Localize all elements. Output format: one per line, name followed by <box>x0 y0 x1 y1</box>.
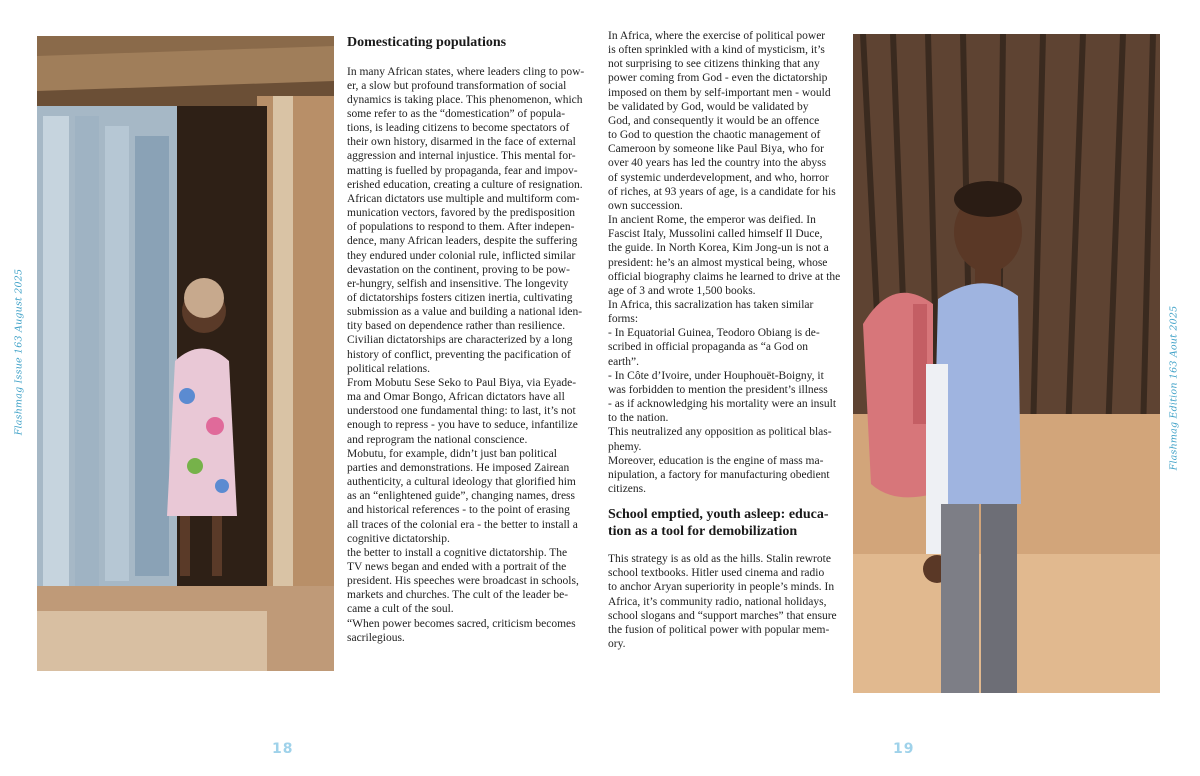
paragraph: Mobutu, for example, didn’t just ban political parties and demonstrations. He imposed Zairean authenticity, a cultural ideology that glorified him as an “enlightened guide”, changing names, dress and historical references - to the point of erasing all traces of the colonial era - the better to install a cognitive dictatorship. <box>347 447 578 545</box>
section-heading-domesticating: Domesticating populations <box>347 35 507 50</box>
paragraph: In Africa, this sacralization has taken similar forms: <box>608 298 814 326</box>
page-number-right: 19 <box>893 741 915 757</box>
photo-schoolboy-with-backpack <box>853 34 1160 693</box>
paragraph: This neutralized any opposition as political blas- phemy. <box>608 426 832 453</box>
side-caption-right: Flashmag Edition 163 Aout 2025 <box>1168 305 1180 471</box>
paragraph: “When power becomes sacred, criticism becomes sacrilegious. <box>347 617 576 644</box>
paragraph: In ancient Rome, the emperor was deified. In Fascist Italy, Mussolini called himself Il Duce, the guide. In North Korea, Kim Jong-un is not a president: he’s an almost mystical being, whose official biography claims he learned to drive at the age of 3 and wrote 1,500 books. <box>608 214 841 297</box>
paragraph: Moreover, education is the engine of mass ma- nipulation, a factory for manufacturing obedient citizens. <box>608 454 830 495</box>
section-heading-school: School emptied, youth asleep: educa- tion as a tool for demobilization <box>608 507 829 539</box>
paragraph: the better to install a cognitive dictatorship. The TV news began and ended with a portrait of the president. His speeches were broadcast in schools, markets and churches. The cult of the leader be- came a cult of the soul. <box>347 546 579 616</box>
paragraph: - In Equatorial Guinea, Teodoro Obiang is de- scribed in official propaganda as “a God on earth”. <box>608 327 820 368</box>
paragraph: This strategy is as old as the hills. Stalin rewrote school textbooks. Hitler used cinema and radio to anchor Aryan superiority in people’s minds. In Africa, it’s community radio, national holidays, school slogans and “support marches” that ensure the fusion of political power with popular mem- ory. <box>608 553 837 651</box>
paragraph: In many African states, where leaders cling to pow- er, a slow but profound transformation of social dynamics is taking place. This phenomenon, which some refer to as the “domestication” of popula- tions, is leading citizens to become spectators of their own history, disarmed in the face of external aggression and internal injustice. This mental for- matting is fuelled by propaganda, fear and impov- erished education, creating a culture of resignation. African dictators use multiple and multiform com- munication vectors, favored by the predisposition of populations to respond to them. After indepen- dence, many African leaders, despite the suffering they endured under colonial rule, inflicted similar devastation on the continent, proving to be pow- er-hungry, selfish and insensitive. The longevity of dictatorships fosters citizen inertia, cultivating submission as a value and building a national iden- tity based on dependence rather than resilience. Civilian dictatorships are characterized by a long history of conflict, preventing the pacification of political relations. <box>347 65 585 375</box>
article-column-right <box>608 29 847 651</box>
article-column-left <box>347 35 593 645</box>
page-number-left: 18 <box>272 741 294 757</box>
paragraph: - In Côte d’Ivoire, under Houphouët-Boigny, it was forbidden to mention the president’s illness - as if acknowledging his mortality were an insult to the nation. <box>608 369 837 425</box>
paragraph: From Mobutu Sese Seko to Paul Biya, via Eyade- ma and Omar Bongo, African dictators have all understood one fundamental thing: to last, it’s not enough to repress - you have to seduce, infantilize and reprogram the national conscience. <box>347 376 578 446</box>
photo-girl-in-doorway <box>37 36 334 671</box>
paragraph: In Africa, where the exercise of political power is often sprinkled with a kind of mysticism, it’s not surprising to see citizens thinking that any power coming from God - even the dictatorship imposed on them by self-important men - would be validated by God, would be validated by God, and consequently it would be an offence to God to question the chaotic management of Cameroon by someone like Paul Biya, who for over 40 years has led the country into the abyss of systemic underdevelopment, and who, horror of riches, at 93 years of age, is a candidate for his own succession. <box>608 30 836 212</box>
side-caption-left: Flashmag Issue 163 August 2025 <box>13 268 25 436</box>
